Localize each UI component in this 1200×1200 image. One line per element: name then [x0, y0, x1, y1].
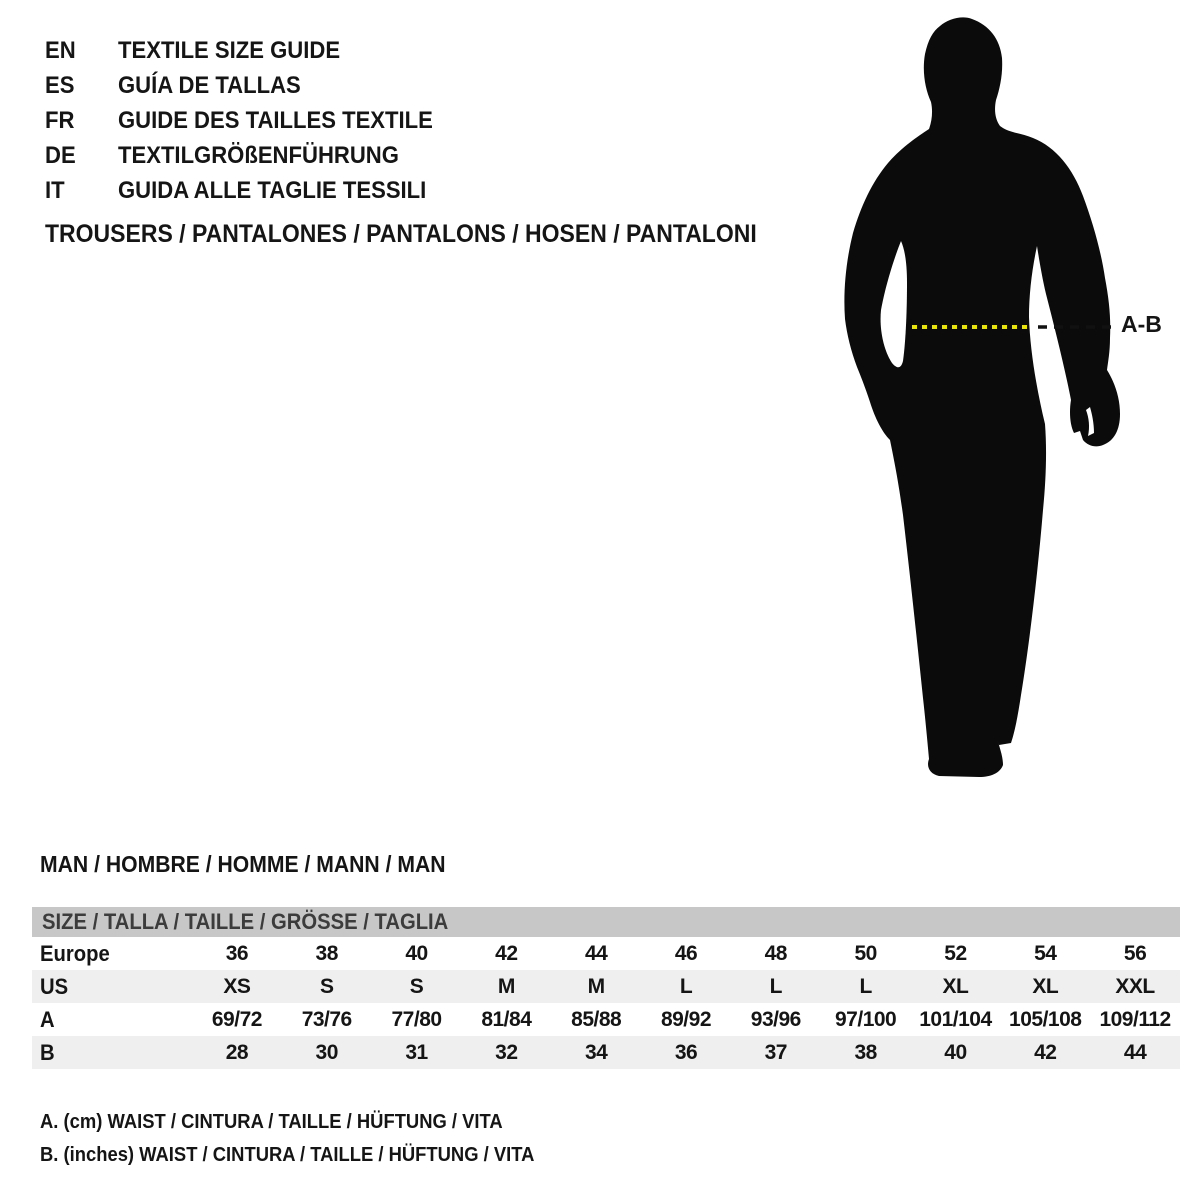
size-cell: 44 [1123, 1040, 1147, 1064]
size-cell: 38 [315, 941, 338, 965]
size-cell: 109/112 [1099, 1007, 1171, 1031]
man-silhouette-path [844, 17, 1120, 777]
size-cell: 48 [764, 941, 787, 965]
size-cell: 42 [1034, 1040, 1057, 1064]
size-cell: 73/76 [301, 1007, 352, 1031]
category-title-text: TROUSERS / PANTALONES / PANTALONS / HOSEN / PANTALONI [45, 220, 757, 248]
size-cell: 89/92 [660, 1007, 712, 1031]
language-guide-title-text: GUÍA DE TALLAS [118, 71, 301, 99]
size-table [32, 907, 1180, 1069]
size-cell: 28 [225, 1040, 249, 1064]
language-code-text: EN [45, 36, 76, 64]
size-cell: M [497, 974, 515, 998]
size-cell: 81/84 [481, 1007, 532, 1031]
note-b-text: B. (inches) WAIST / CINTURA / TAILLE / HÜFTUNG / VITA [40, 1144, 535, 1166]
language-code-text: IT [45, 176, 65, 204]
size-cell: 36 [674, 1040, 698, 1064]
size-cell: XL [942, 974, 969, 998]
size-cell: S [319, 974, 334, 998]
size-cell: 40 [405, 941, 428, 965]
size-cell: 50 [854, 941, 877, 965]
size-cell: 38 [854, 1040, 877, 1064]
size-cell: XXL [1115, 974, 1155, 998]
size-cell: 46 [674, 941, 698, 965]
language-guide-title-text: GUIDE DES TAILLES TEXTILE [118, 106, 433, 134]
size-cell: 85/88 [571, 1007, 622, 1031]
size-cell: 54 [1034, 941, 1057, 965]
measurement-notes [40, 1106, 577, 1172]
size-cell: 101/104 [919, 1007, 992, 1031]
waist-measure-label: A-B [1121, 311, 1162, 337]
size-cell: XL [1032, 974, 1059, 998]
size-cell: L [679, 974, 693, 998]
size-cell: 36 [225, 941, 249, 965]
size-cell: L [769, 974, 782, 998]
table-row-us [32, 970, 1180, 1003]
size-cell: XS [223, 974, 251, 998]
note-a [40, 1106, 577, 1139]
table-row-europe [32, 937, 1180, 970]
row-label-text: Europe [40, 940, 110, 966]
language-code-text: DE [45, 141, 76, 169]
size-cell: 44 [584, 941, 608, 965]
size-cell: 105/108 [1009, 1007, 1082, 1031]
language-guide-title-text: GUIDA ALLE TAGLIE TESSILI [118, 176, 427, 204]
row-label [32, 1007, 192, 1033]
size-cell: 31 [405, 1040, 428, 1064]
language-code-text: ES [45, 71, 75, 99]
size-cell: 97/100 [835, 1007, 897, 1031]
row-label [32, 941, 192, 967]
language-guide-title-text: TEXTILGRÖßENFÜHRUNG [118, 141, 399, 169]
size-cell: 52 [944, 941, 967, 965]
size-table-header-text: SIZE / TALLA / TAILLE / GRÖSSE / TAGLIA [42, 909, 449, 934]
size-cell: 30 [315, 1040, 338, 1064]
row-label [32, 1040, 192, 1066]
size-cell: M [587, 974, 605, 998]
size-cell: 69/72 [211, 1007, 262, 1031]
table-row-a [32, 1003, 1180, 1036]
size-table-rows [32, 937, 1180, 1069]
gender-title [40, 851, 481, 878]
note-a-text: A. (cm) WAIST / CINTURA / TAILLE / HÜFTUNG / VITA [40, 1111, 503, 1133]
size-cell: S [409, 974, 424, 998]
language-guide-title-text: TEXTILE SIZE GUIDE [118, 36, 341, 64]
language-code-text: FR [45, 106, 75, 134]
note-b [40, 1139, 577, 1172]
size-cell: 32 [495, 1040, 518, 1064]
size-cell: 93/96 [750, 1007, 801, 1031]
size-cell: 56 [1123, 941, 1147, 965]
row-label-text: B [40, 1039, 55, 1065]
size-cell: 77/80 [391, 1007, 442, 1031]
table-row-b [32, 1036, 1180, 1069]
size-cell: 37 [764, 1040, 787, 1064]
gender-title-text: MAN / HOMBRE / HOMME / MANN / MAN [40, 851, 446, 877]
size-table-header [32, 907, 1180, 937]
size-cell: L [859, 974, 872, 998]
row-label [32, 974, 192, 1000]
row-label-text: A [40, 1006, 55, 1032]
row-label-text: US [40, 973, 69, 999]
size-cell: 40 [944, 1040, 967, 1064]
size-cell: 42 [495, 941, 518, 965]
size-cell: 34 [584, 1040, 608, 1064]
